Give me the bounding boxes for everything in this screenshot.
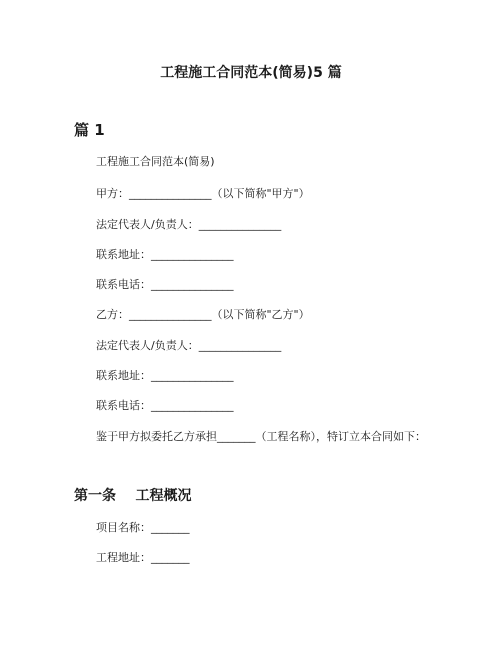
project-name-field: 项目名称：_______	[96, 521, 190, 534]
project-address-field: 工程地址：_______	[96, 551, 190, 564]
party-a-address: 联系地址：_______________	[96, 248, 234, 261]
party-a-representative: 法定代表人/负责人：_______________	[96, 218, 282, 231]
party-a-phone: 联系电话：_______________	[96, 278, 234, 291]
document-title: 工程施工合同范本(简易)5 篇	[160, 65, 342, 81]
party-a-name: 甲方：_______________（以下简称"甲方"）	[96, 187, 310, 200]
chapter-heading: 篇 1	[74, 121, 105, 139]
contract-subtitle: 工程施工合同范本(简易)	[96, 155, 215, 168]
party-b-address: 联系地址：_______________	[96, 369, 234, 382]
contract-preamble: 鉴于甲方拟委托乙方承担_______（工程名称），特订立本合同如下：	[96, 430, 426, 443]
party-b-phone: 联系电话：_______________	[96, 399, 234, 412]
party-b-representative: 法定代表人/负责人：_______________	[96, 339, 282, 352]
party-b-name: 乙方：_______________（以下简称"乙方"）	[96, 308, 310, 321]
section-heading-project-overview: 第一条 工程概况	[74, 488, 192, 504]
